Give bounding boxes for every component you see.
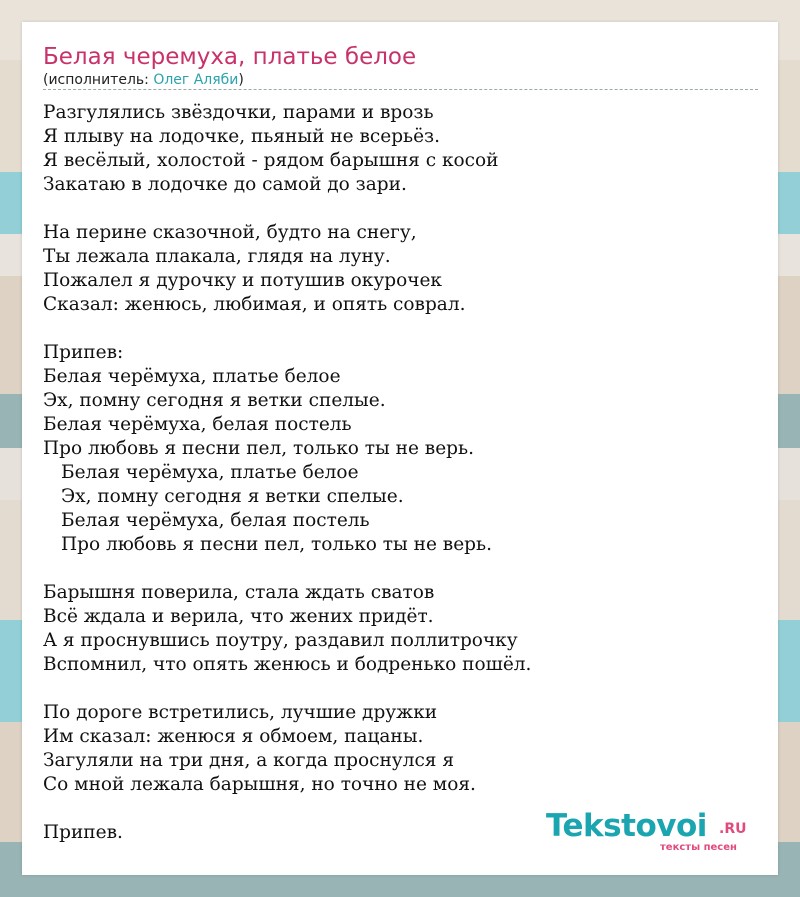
lyric-line: Сказал: женюсь, любимая, и опять соврал. [43,294,466,315]
lyric-line: Им сказал: женюся я обмоем, пацаны. [43,726,424,747]
lyric-line: Вспомнил, что опять женюсь и бодренько пошёл. [43,654,532,675]
logo-domain: .RU [719,821,747,837]
lyrics-text [43,101,531,845]
site-logo[interactable] [546,808,752,856]
artist-prefix: (исполнитель: [43,72,154,88]
lyrics-card [22,22,778,875]
lyric-line: Барышня поверила, стала ждать сватов [43,582,435,603]
lyric-line: Загуляли на три дня, а когда проснулся я [43,750,455,771]
lyric-line: Всё ждала и верила, что жених придёт. [43,606,434,627]
artist-link[interactable]: Олег Аляби [153,72,239,88]
stanza-gap [43,197,531,221]
artist-line [43,72,244,88]
title-divider [43,89,758,90]
lyric-line: Эх, помну сегодня я ветки спелые. [61,486,404,507]
lyric-line: Закатаю в лодочке до самой до зари. [43,174,407,195]
logo-tagline: тексты песен [660,842,737,853]
lyric-line: Белая черёмуха, платье белое [43,366,341,387]
lyric-line: Белая черёмуха, белая постель [61,510,370,531]
lyric-line: Я плыву на лодочке, пьяный не всерьёз. [43,126,441,147]
song-title: Белая черемуха, платье белое [43,44,417,70]
lyric-line: Белая черёмуха, белая постель [43,414,352,435]
lyric-line: Белая черёмуха, платье белое [61,462,359,483]
lyric-line: По дороге встретились, лучшие дружки [43,702,438,723]
stanza-gap [43,557,531,581]
stanza-gap [43,797,531,821]
lyric-line: Разгулялись звёздочки, парами и врозь [43,102,434,123]
lyric-line: А я проснувшись поутру, раздавил поллитрочку [43,630,518,651]
lyric-line: Припев. [43,822,123,843]
lyric-line: Про любовь я песни пел, только ты не верь. [61,534,492,555]
lyric-line: Со мной лежала барышня, но точно не моя. [43,774,476,795]
lyric-line: Эх, помну сегодня я ветки спелые. [43,390,386,411]
lyric-line: Припев: [43,342,124,363]
stanza-gap [43,677,531,701]
artist-suffix: ) [238,72,244,88]
lyric-line: Пожалел я дурочку и потушив окурочек [43,270,442,291]
lyric-line: Про любовь я песни пел, только ты не верь. [43,438,474,459]
lyric-line: Я весёлый, холостой - рядом барышня с косой [43,150,499,171]
lyric-line: Ты лежала плакала, глядя на луну. [43,246,391,267]
lyric-line: На перине сказочной, будто на снегу, [43,222,417,243]
stanza-gap [43,317,531,341]
logo-name: Tekstovoi [546,808,707,844]
